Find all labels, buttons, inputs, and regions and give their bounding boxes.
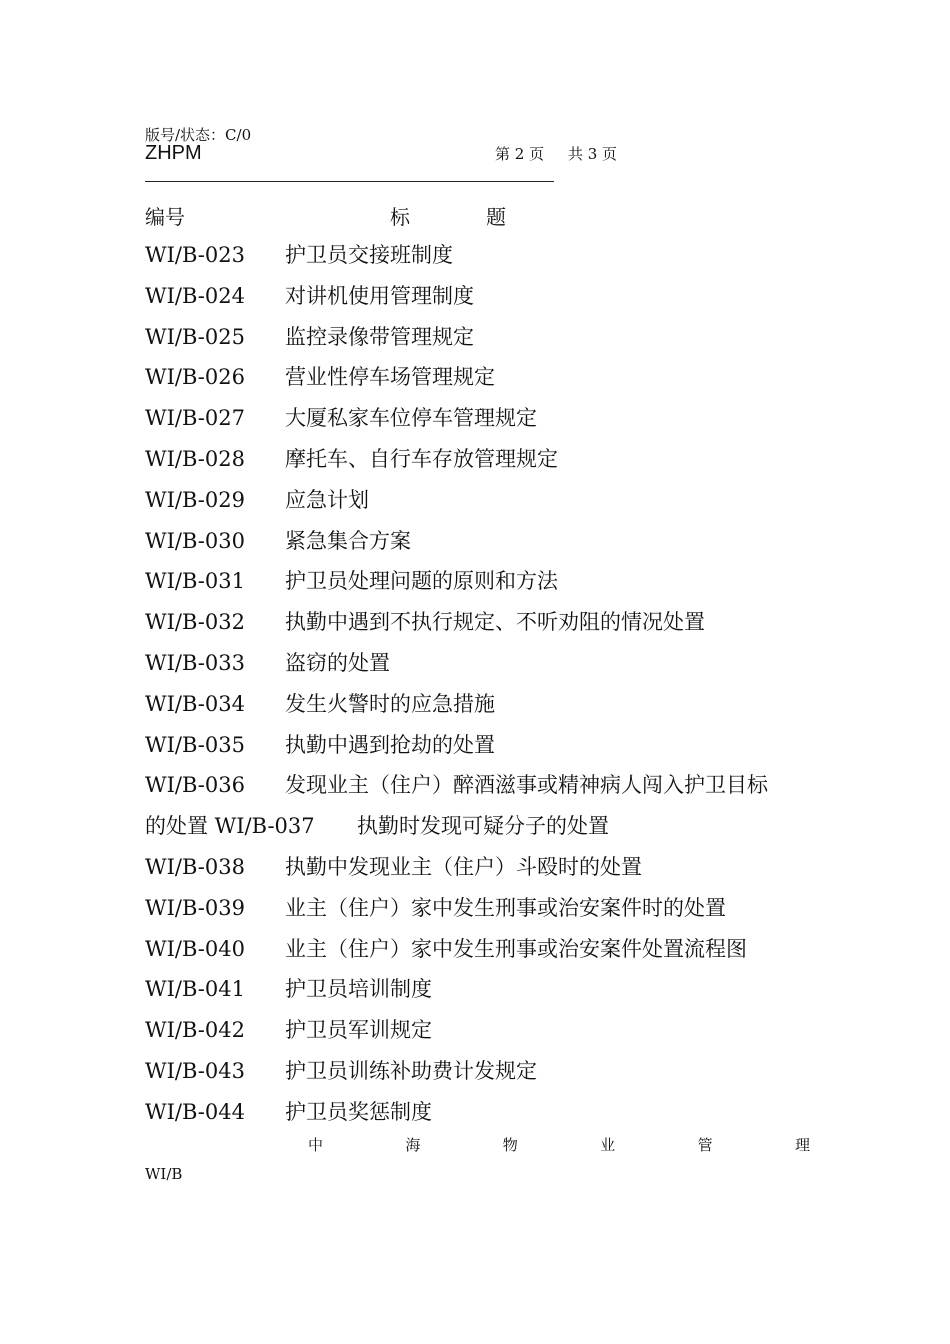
column-title-header: 标题 xyxy=(390,205,582,229)
list-item xyxy=(145,852,815,893)
document-title: 业主（住户）家中发生刑事或治安案件时的处置 xyxy=(285,895,726,920)
list-item xyxy=(145,322,815,363)
list-item xyxy=(145,362,815,403)
document-code: WI/B-023 xyxy=(145,243,245,267)
document-code: WI/B-033 xyxy=(145,650,245,675)
list-item xyxy=(145,485,815,526)
document-code: WI/B-040 xyxy=(145,936,245,961)
list-item xyxy=(145,811,815,852)
document-code: WI/B-041 xyxy=(145,977,245,1002)
document-code: WI/B-034 xyxy=(145,691,245,716)
document-title: 护卫员训练补助费计发规定 xyxy=(285,1058,537,1083)
list-item xyxy=(145,281,815,322)
footer-code: WI/B xyxy=(145,1165,183,1183)
column-header xyxy=(145,204,582,230)
version-status: 版号/状态：C/0 xyxy=(145,126,252,144)
document-title: 执勤时发现可疑分子的处置 xyxy=(357,814,609,839)
footer-org-char: 理 xyxy=(794,1136,810,1154)
document-code: WI/B-025 xyxy=(145,324,245,349)
list-item xyxy=(145,607,815,648)
list-item xyxy=(145,566,815,607)
document-code: WI/B-032 xyxy=(145,610,245,635)
document-title: 执勤中遇到不执行规定、不听劝阻的情况处置 xyxy=(285,610,705,635)
document-code: WI/B-039 xyxy=(145,895,245,920)
document-code: WI/B-027 xyxy=(145,406,245,431)
document-code: WI/B-042 xyxy=(145,1018,245,1043)
list-item xyxy=(145,648,815,689)
list-item xyxy=(145,240,815,281)
list-item xyxy=(145,770,815,811)
document-title: 营业性停车场管理规定 xyxy=(285,365,495,390)
list-item xyxy=(145,444,815,485)
list-item xyxy=(145,526,815,567)
document-title: 发生火警时的应急措施 xyxy=(285,691,495,716)
document-title: 大厦私家车位停车管理规定 xyxy=(285,406,537,431)
column-code-header: 编号 xyxy=(145,205,185,229)
document-title: 紧急集合方案 xyxy=(285,528,411,553)
list-item xyxy=(145,893,815,934)
document-code: WI/B-028 xyxy=(145,446,245,471)
document-code: WI/B-038 xyxy=(145,854,245,879)
list-item xyxy=(145,934,815,975)
page-number xyxy=(495,145,617,163)
document-title: 摩托车、自行车存放管理规定 xyxy=(285,446,558,471)
document-title: 护卫员交接班制度 xyxy=(285,243,453,267)
company-code: ZHPM xyxy=(145,142,202,164)
page-total: 共 3 页 xyxy=(567,145,618,163)
document-title: 护卫员军训规定 xyxy=(285,1018,432,1043)
document-code: WI/B-026 xyxy=(145,365,245,390)
document-title: 业主（住户）家中发生刑事或治安案件处置流程图 xyxy=(285,936,747,961)
document-title: 护卫员处理问题的原则和方法 xyxy=(285,569,558,594)
list-item xyxy=(145,689,815,730)
footer-org-char: 海 xyxy=(405,1136,421,1154)
document-code: WI/B-029 xyxy=(145,487,245,512)
document-title: 护卫员培训制度 xyxy=(285,977,432,1002)
footer-org-char: 业 xyxy=(600,1136,616,1154)
document-title: 执勤中发现业主（住户）斗殴时的处置 xyxy=(285,854,642,879)
document-code: 的处置 WI/B-037 xyxy=(145,814,315,839)
document-code: WI/B-044 xyxy=(145,1099,245,1124)
footer-organization xyxy=(145,1135,810,1155)
document-title: 对讲机使用管理制度 xyxy=(285,283,474,308)
footer-org-char: 管 xyxy=(697,1136,713,1154)
document-title: 盗窃的处置 xyxy=(285,650,390,675)
header-rule xyxy=(145,181,554,182)
document-list xyxy=(145,240,815,1138)
document-title: 执勤中遇到抢劫的处置 xyxy=(285,732,495,757)
document-code: WI/B-031 xyxy=(145,569,245,594)
list-item xyxy=(145,974,815,1015)
document-title: 发现业主（住户）醉酒滋事或精神病人闯入护卫目标 xyxy=(285,773,768,798)
page-current: 第 2 页 xyxy=(495,145,545,163)
footer-org-char: 中 xyxy=(308,1136,324,1154)
document-title: 监控录像带管理规定 xyxy=(285,324,474,349)
list-item xyxy=(145,730,815,771)
footer-org-char: 物 xyxy=(502,1136,518,1154)
document-code: WI/B-043 xyxy=(145,1058,245,1083)
document-code: WI/B-030 xyxy=(145,528,245,553)
document-code: WI/B-035 xyxy=(145,732,245,757)
document-title: 护卫员奖惩制度 xyxy=(285,1099,432,1124)
document-code: WI/B-036 xyxy=(145,773,245,798)
list-item xyxy=(145,403,815,444)
list-item xyxy=(145,1056,815,1097)
document-title: 应急计划 xyxy=(285,487,369,512)
list-item xyxy=(145,1015,815,1056)
list-item xyxy=(145,1097,815,1138)
document-code: WI/B-024 xyxy=(145,283,245,308)
